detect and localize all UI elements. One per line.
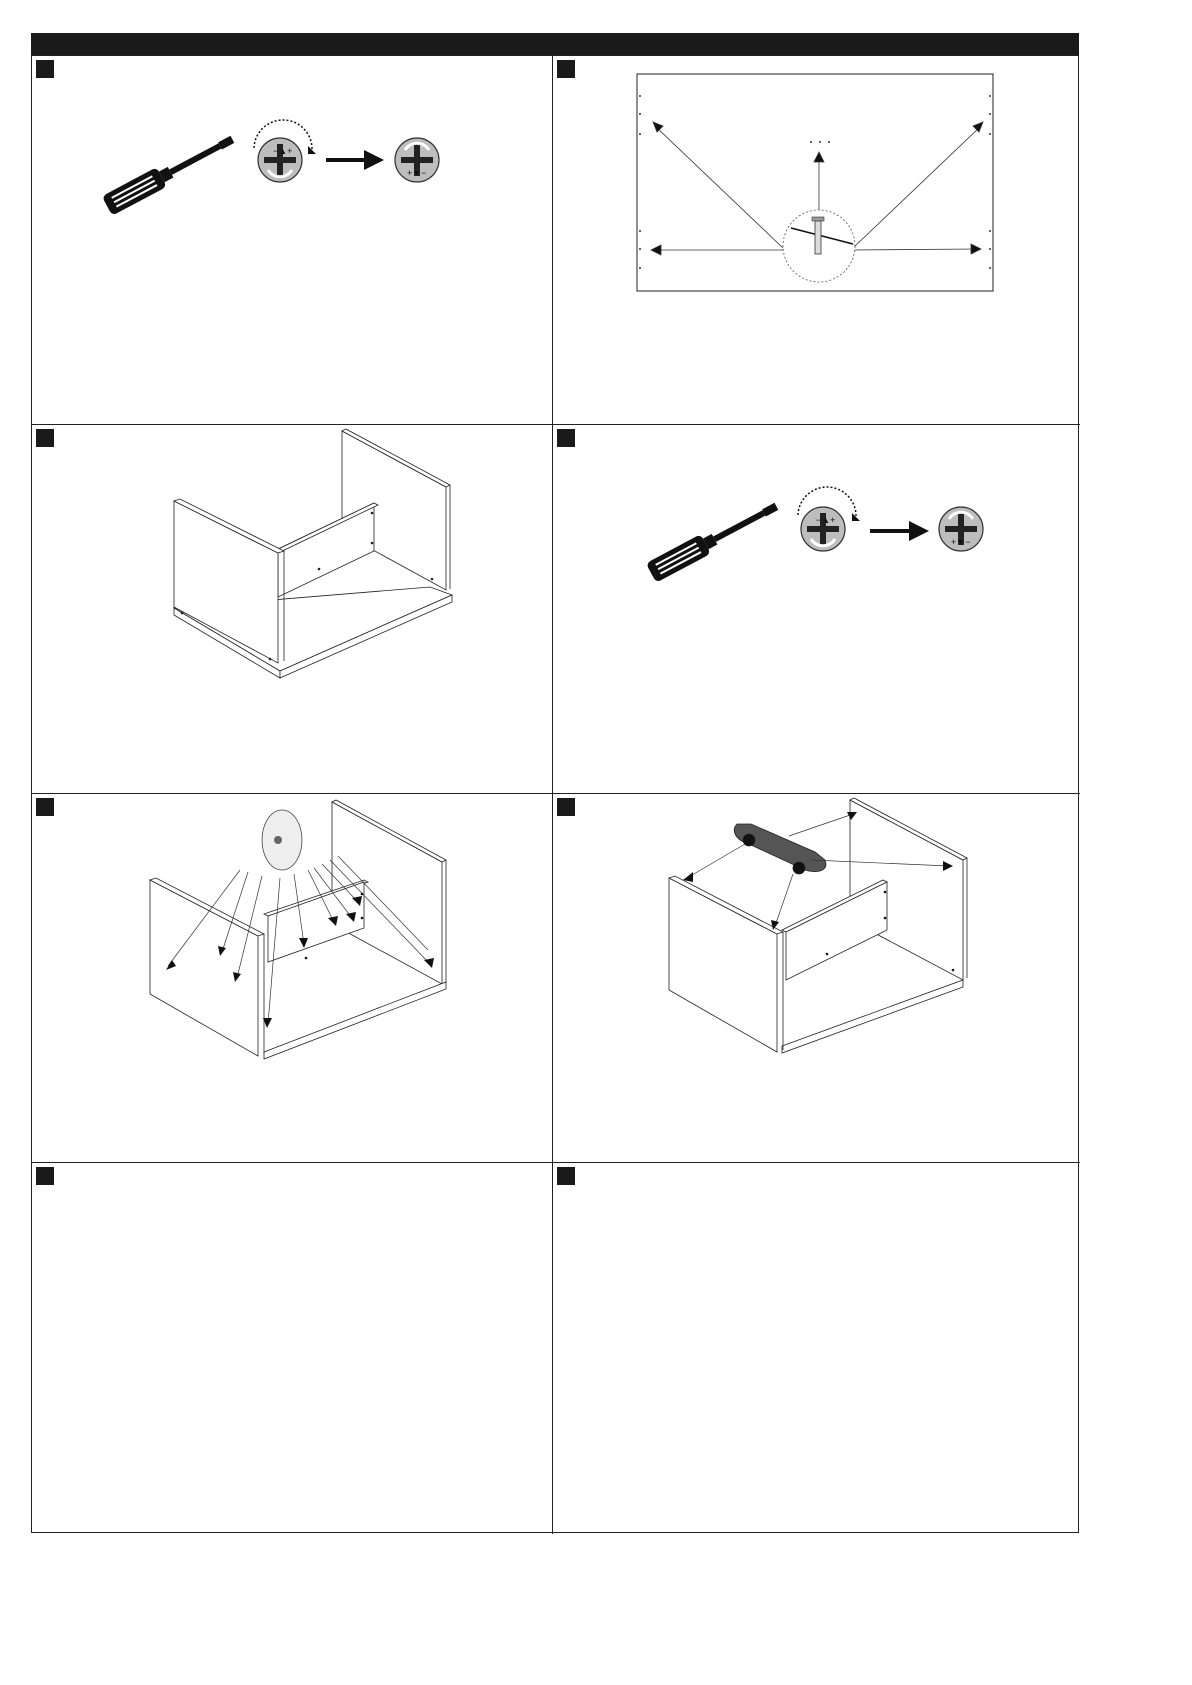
- step-panel-1: [32, 56, 553, 425]
- cam-lock-closed-icon: [254, 120, 316, 182]
- dowel-detail-circle: [783, 210, 855, 282]
- svg-text:+▼−: +▼−: [951, 537, 971, 547]
- cabinet-screw-cap-illustration: [32, 794, 553, 1163]
- svg-text:−▲+: −▲+: [273, 146, 293, 156]
- screwdriver-icon: [646, 497, 782, 583]
- cam-lock-open-icon: [395, 138, 439, 182]
- step-panel-5: [32, 794, 553, 1163]
- screwdriver-cam-lock-illustration: [553, 425, 1080, 794]
- step-panel-4: [553, 425, 1080, 794]
- cabinet-bracket-illustration: [553, 794, 1080, 1163]
- step-panel-6: [553, 794, 1080, 1163]
- cam-lock-open-icon: [939, 507, 983, 551]
- screw-cap-icon: [262, 810, 302, 870]
- screwdriver-icon: [102, 130, 238, 216]
- screwdriver-cam-lock-illustration: [32, 56, 553, 425]
- step-panel-8: [553, 1163, 1080, 1534]
- step-number-badge: [36, 1167, 54, 1185]
- cam-lock-closed-icon: [798, 487, 860, 551]
- right-arrow-icon: [326, 150, 384, 170]
- right-arrow-icon: [870, 521, 929, 541]
- panel-dowel-illustration: [553, 56, 1080, 425]
- header-bar: [31, 33, 1079, 55]
- svg-text:+▼−: +▼−: [407, 168, 427, 178]
- step-panel-7: [32, 1163, 553, 1534]
- step-panel-2: [553, 56, 1080, 425]
- step-number-badge: [557, 1167, 575, 1185]
- cabinet-assembly-illustration: [32, 425, 553, 794]
- bracket-icon: [734, 824, 826, 874]
- instruction-grid: [31, 55, 1079, 1533]
- step-panel-3: [32, 425, 553, 794]
- svg-text:−▲+: −▲+: [816, 515, 836, 525]
